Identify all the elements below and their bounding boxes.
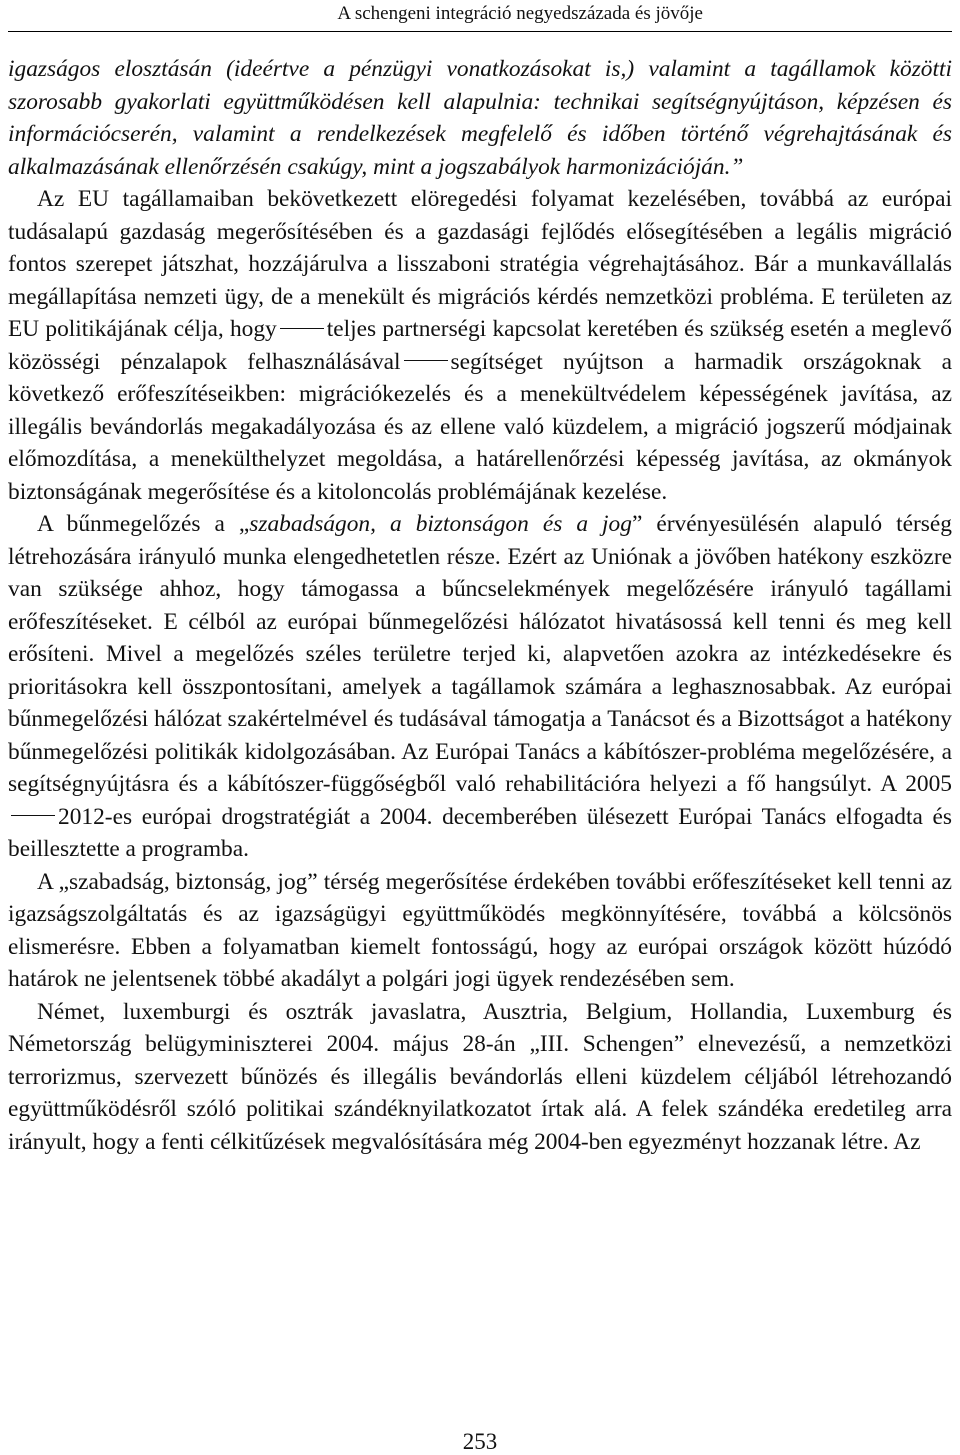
- em-dash: [280, 328, 324, 329]
- paragraph-justice-cooperation: A „szabadság, biztonság, jog” térség megerősítése érdekében további erőfeszítéseket kell tenni az igazságszolgáltatás és az igazságügyi együttműködés megkönnyítésére, továbbá a kölcsönös elismerésre. Ebben a folyamatban kiemelt fontosságú, hogy az európai országok között húzódó határok ne jelentsenek többé akadályt a polgári jogi ügyek rendezésében sem.: [8, 868, 952, 992]
- italic-phrase: szabadságon, a biztonságon és a jog: [249, 511, 632, 537]
- header-rule: [8, 31, 952, 32]
- body-text: [8, 53, 952, 1158]
- page-number: 253: [462, 1429, 498, 1454]
- paragraph-schengen-three: Német, luxemburgi és osztrák javaslatra, Ausztria, Belgium, Hollandia, Luxemburg és Németország belügyminiszterei 2004. május 28-án „III. Schengen” elnevezésű, a nemzetközi terrorizmus, szervezett bűnözés és illegális bevándorlás elleni küzdelem céljából létrehozandó együttműködésről szóló politikai szándéknyilatkozatot írtak alá. A felek szándéka eredetileg arra irányult, hogy a fenti célkitűzések megvalósítására még 2004-ben egyezményt hozzanak létre. Az: [8, 998, 952, 1155]
- paragraph-legal-migration: [8, 183, 952, 508]
- em-dash: [404, 360, 448, 361]
- paragraph-quote-continuation: [8, 53, 952, 183]
- em-dash: [11, 815, 55, 816]
- text-run: teljes partnerségi kapcsolat keretében és szükség esetén a meglevő közösségi pénzalapok felhasználásával: [8, 316, 952, 375]
- text-run: 2012-es európai drogstratégiát a 2004. decemberében ülésezett Európai Tanács elfogadta és beillesztette a programba.: [8, 803, 952, 862]
- italic-quote: igazságos elosztásán (ideértve a pénzügyi vonatkozásokat is,) valamint a tagállamok közötti szorosabb gyakorlati együttműködésen kell alapulnia: technikai segítségnyújtáson, képzésen és információcserén, valamint a rendelkezések megfelelő és időben történő végrehajtásának és alkalmazásának ellenőrzésén csakúgy, mint a jogszabályok harmonizációján.”: [8, 56, 952, 180]
- text-run: Az EU tagállamaiban bekövetkezett elöregedési folyamat kezelésében, továbbá az európai tudásalapú gazdaság megerősítésében és a gazdasági fejlődés elősegítésében a legális migráció fontos szerepet játszhat, hozzájárulva a lisszaboni stratégia végrehajtásához. Bár a munkavállalás megállapítása nemzeti ügy, de a menekült és migrációs kérdés nemzetközi probléma. E területen az EU politikájának célja, hogy: [8, 186, 952, 342]
- text-run: A bűnmegelőzés a „: [37, 511, 250, 537]
- paragraph-crime-prevention: [8, 508, 952, 866]
- running-header: A schengeni integráció negyedszázada és jövője: [337, 3, 703, 24]
- text-run: ” érvényesülésén alapuló térség létrehozására irányuló munka elengedhetetlen része. Ezért az Uniónak a jövőben hatékony eszközre van szüksége ahhoz, hogy támogassa a bűncselekmények megelőzésére irányuló tagállami erőfeszítéseket. E célból az európai bűnmegelőzési hálózatot hivatásossá kell tenni és meg kell erősíteni. Mivel a megelőzés széles területre terjed ki, alapvetően azokra az intézkedésekre és prioritásokra kell összpontosítani, amelyek a tagállamok számára a leghasznosabbak. Az európai bűnmegelőzési hálózat szakértelmével és tudásával támogatja a Tanácsot és a Bizottságot a hatékony bűnmegelőzési politikák kidolgozásában. Az Európai Tanács a kábítószer-probléma megelőzésére, a segítségnyújtásra és a kábítószer-függőségből való rehabilitációra helyezi a fő hangsúlyt. A 2005: [8, 511, 952, 797]
- text-run: segítséget nyújtson a harmadik országoknak a következő erőfeszítéseikben: migrációkezelés és a menekültvédelem képességének javítása, az illegális bevándorlás megakadályozása és az ellene való küzdelem, a migráció jogszerű módjainak előmozdítása, a menekülthelyzet megoldása, a határellenőrzési képesség javítása, az okmányok biztonságának megerősítése és a kitoloncolás problémájának kezelése.: [8, 348, 953, 505]
